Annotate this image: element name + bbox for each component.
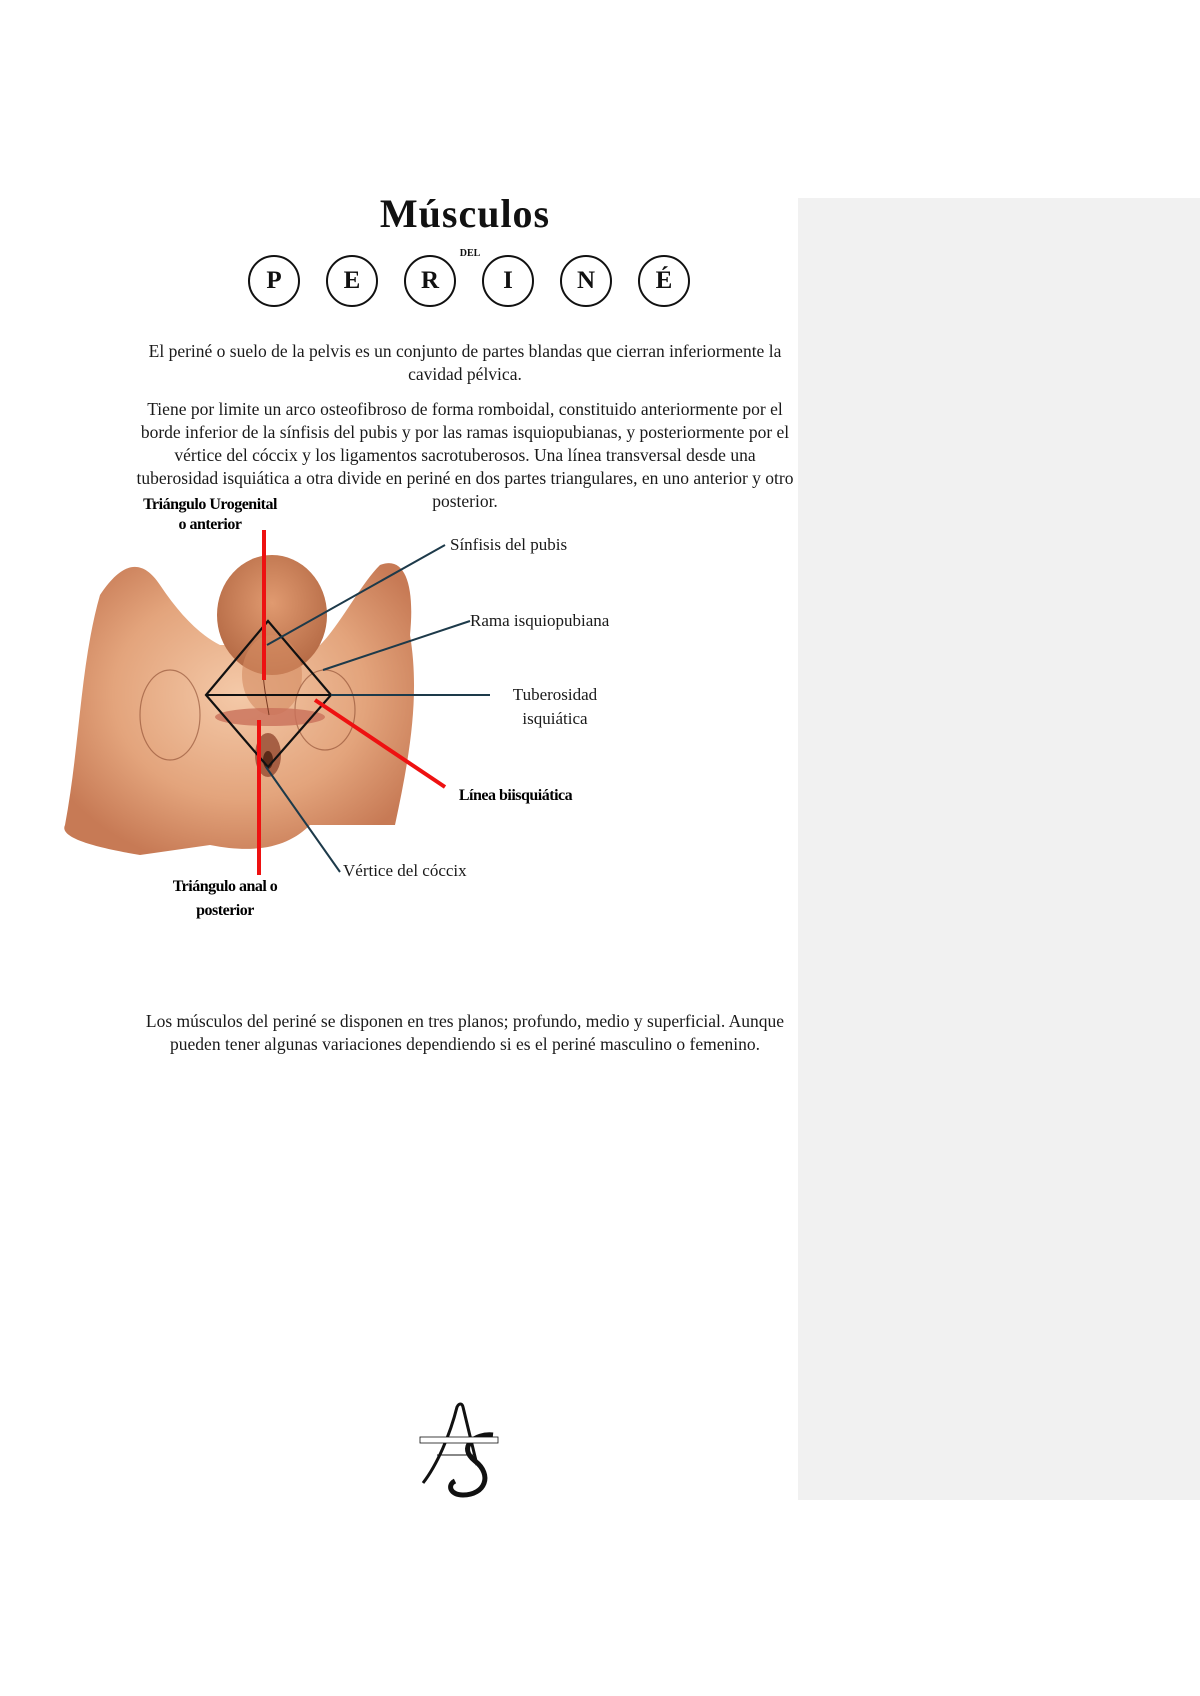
label-triangulo-urogenital [120, 495, 300, 535]
label-urogenital-line1: Triángulo Urogenital [143, 496, 277, 513]
perineum-figure [60, 496, 620, 1005]
page-title: Músculos [379, 191, 551, 236]
label-tuberosidad-line2: isquiática [522, 709, 588, 728]
title-letters [248, 255, 698, 315]
title-letter-n: N [560, 255, 612, 307]
label-linea-biisquiatica: Línea biisquiática [458, 787, 573, 804]
title-letter-r: R [404, 255, 456, 307]
label-tuberosidad-line1: Tuberosidad [512, 685, 598, 704]
scrotum-shadow [242, 635, 302, 715]
intro-paragraph-2: Tiene por limite un arco osteofibroso de forma romboidal, constituido anteriormente por el borde inferior de la sínfisis del pubis y por las ramas isquiopubianas, y posteriormente por el vértice del cóccix y los ligamentos sacrotuberosos. Una línea transversal desde una tuberosidad isquiática a otra divide en periné en dos partes triangulares, en uno anterior y otro posterior. [136, 399, 794, 511]
author-logo [415, 1395, 515, 1505]
title-letter-p: P [248, 255, 300, 307]
title-del: DEL [459, 248, 481, 259]
title-letter-e-accent: É [638, 255, 690, 307]
label-rama-isquiopubiana: Rama isquiopubiana [470, 611, 610, 630]
label-anal-line1: Triángulo anal o [172, 878, 278, 895]
label-vertice-coccix: Vértice del cóccix [343, 861, 467, 880]
closing-paragraph: Los músculos del periné se disponen en tres planos; profundo, medio y superficial. Aunque pueden tener algunas variaciones dependiendo si es el periné masculino o femenino. [145, 1011, 785, 1054]
perineum-illustration [60, 525, 620, 1005]
logo-mark [415, 1395, 515, 1505]
label-anal-line2: posterior [196, 902, 254, 919]
title-letter-i: I [482, 255, 534, 307]
label-triangulo-anal [145, 875, 305, 923]
label-sinfisis-pubis: Sínfisis del pubis [450, 535, 568, 554]
intro-paragraph-1: El periné o suelo de la pelvis es un conjunto de partes blandas que cierran inferiormente la cavidad pélvica. [148, 341, 782, 384]
title-letter-e: E [326, 255, 378, 307]
label-tuberosidad [500, 683, 610, 731]
side-panel [798, 198, 1200, 1500]
label-urogenital-line2: o anterior [178, 516, 242, 533]
